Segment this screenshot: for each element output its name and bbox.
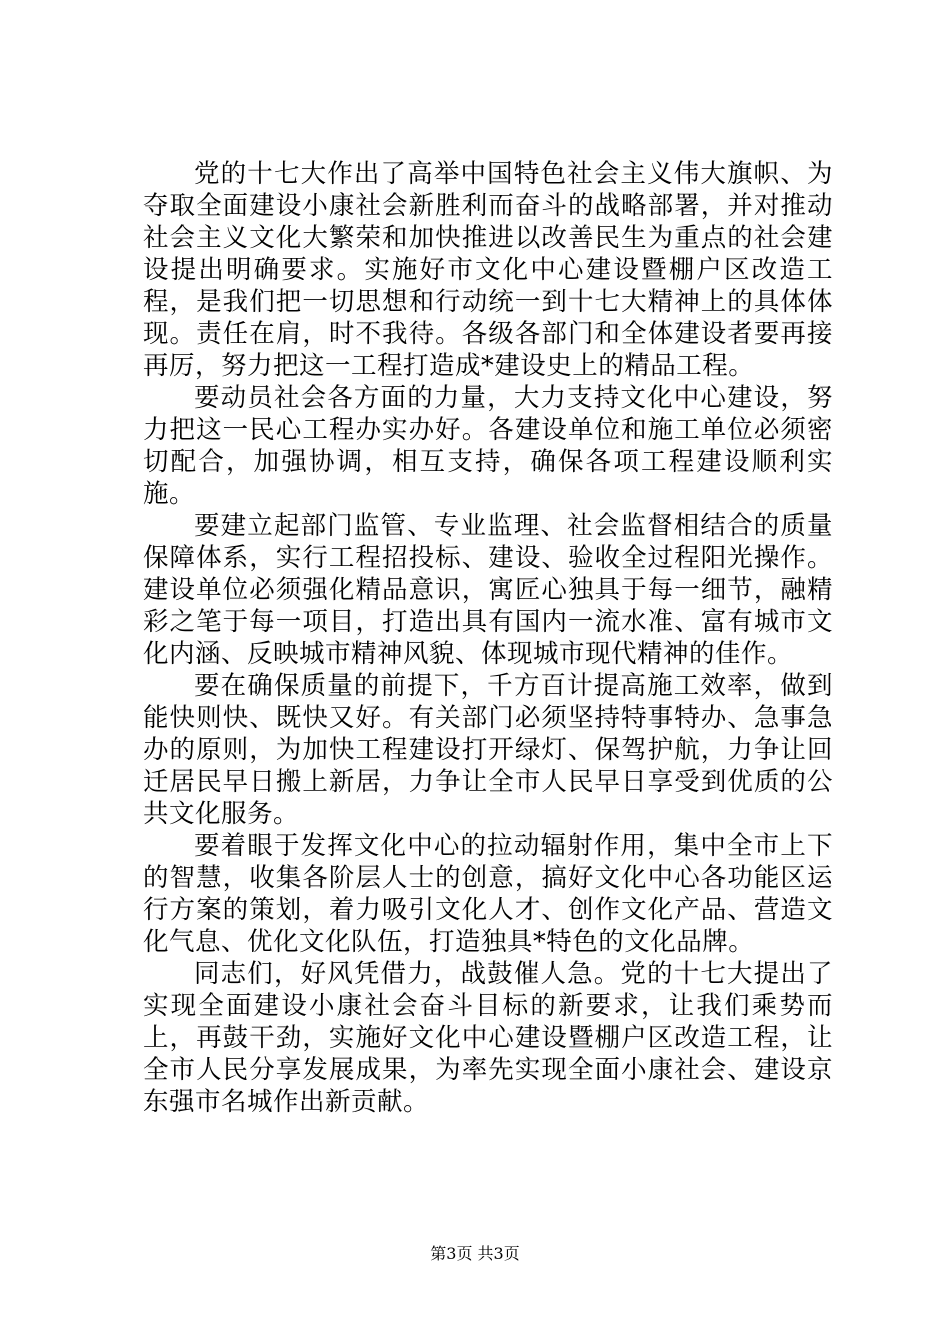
page-footer (0, 1244, 950, 1264)
paragraph-5: 要着眼于发挥文化中心的拉动辐射作用，集中全市上下的智慧，收集各阶层人士的创意，搞好文化中心各功能区运行方案的策划，着力吸引文化人才、创作文化产品、营造文化气息、优化文化队伍，打造独具*特色的文化品牌。 (143, 831, 833, 957)
paragraph-6: 同志们，好风凭借力，战鼓催人急。党的十七大提出了实现全面建设小康社会奋斗目标的新要求，让我们乘势而上，再鼓干劲，实施好文化中心建设暨棚户区改造工程，让全市人民分享发展成果，为率先实现全面小康社会、建设京东强市名城作出新贡献。 (143, 959, 833, 1117)
paragraph-3: 要建立起部门监管、专业监理、社会监督相结合的质量保障体系，实行工程招投标、建设、验收全过程阳光操作。建设单位必须强化精品意识，寓匠心独具于每一细节，融精彩之笔于每一项目，打造出具有国内一流水准、富有城市文化内涵、反映城市精神风貌、体现城市现代精神的佳作。 (143, 511, 833, 669)
paragraph-1: 党的十七大作出了高举中国特色社会主义伟大旗帜、为夺取全面建设小康社会新胜利而奋斗的战略部署，并对推动社会主义文化大繁荣和加快推进以改善民生为重点的社会建设提出明确要求。实施好市文化中心建设暨棚户区改造工程，是我们把一切思想和行动统一到十七大精神上的具体体现。责任在肩，时不我待。各级各部门和全体建设者要再接再厉，努力把这一工程打造成*建设史上的精品工程。 (143, 159, 833, 381)
page-number: 第3页 共3页 (430, 1244, 520, 1263)
document-body (143, 158, 833, 1118)
paragraph-2: 要动员社会各方面的力量，大力支持文化中心建设，努力把这一民心工程办实办好。各建设单位和施工单位必须密切配合，加强协调，相互支持，确保各项工程建设顺利实施。 (143, 383, 833, 509)
paragraph-4: 要在确保质量的前提下，千方百计提高施工效率，做到能快则快、既快又好。有关部门必须坚持特事特办、急事急办的原则，为加快工程建设打开绿灯、保驾护航，力争让回迁居民早日搬上新居，力争让全市人民早日享受到优质的公共文化服务。 (143, 671, 833, 829)
